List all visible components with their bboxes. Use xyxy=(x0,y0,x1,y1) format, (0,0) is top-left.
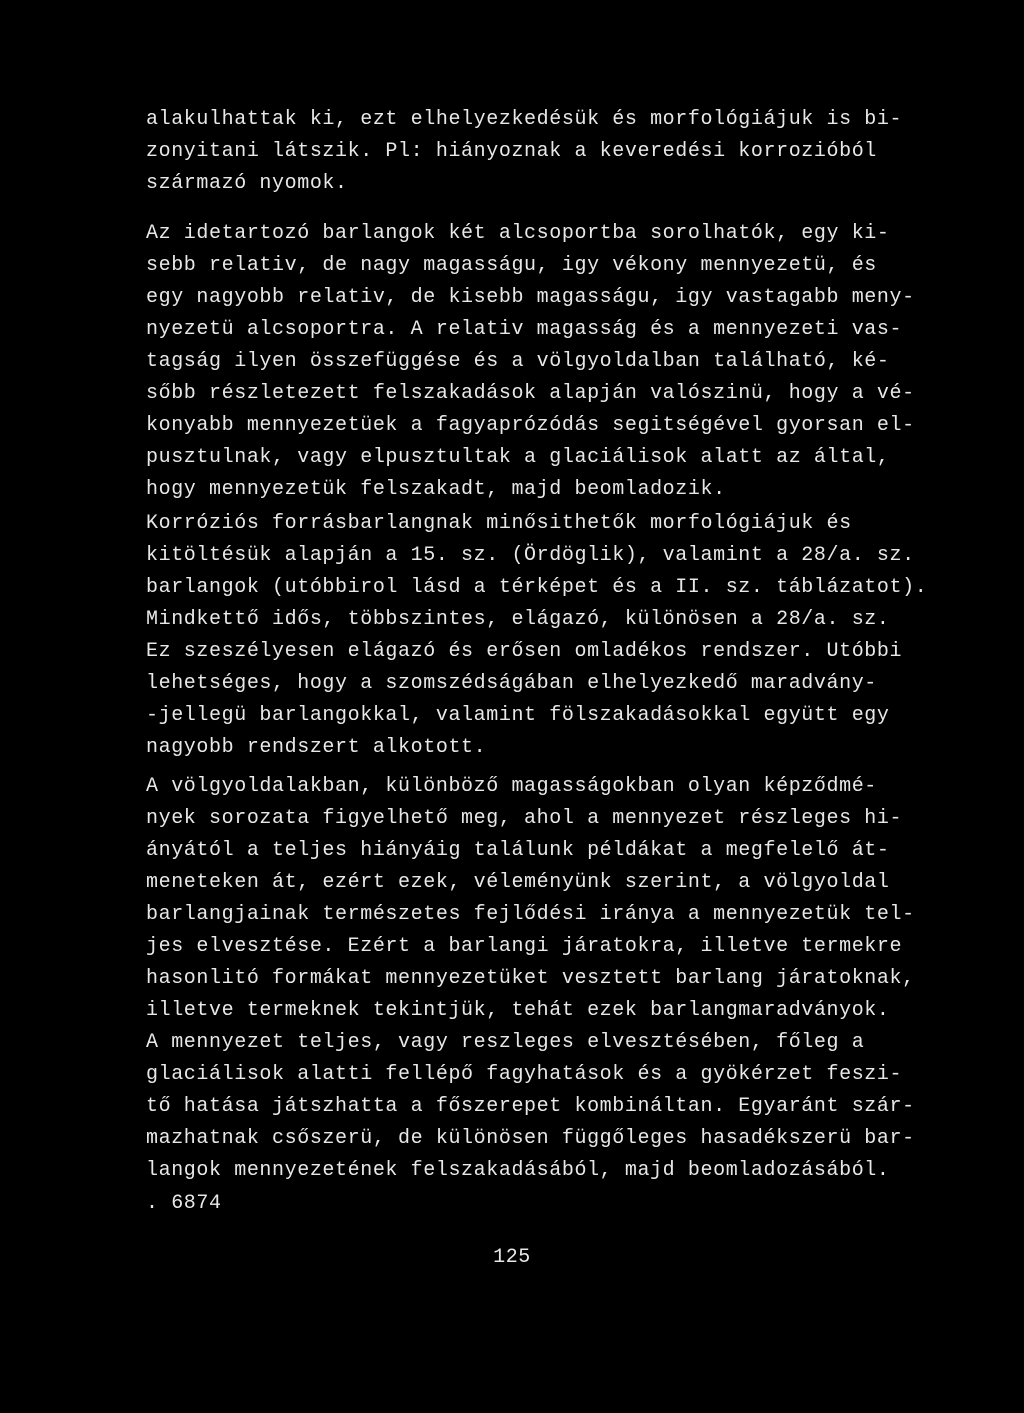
text-line: sebb relativ, de nagy magasságu, igy vékony mennyezetü, és xyxy=(146,254,877,277)
text-line: nagyobb rendszert alkotott. xyxy=(146,736,487,759)
paragraph-3 xyxy=(146,508,927,764)
paragraph-1 xyxy=(146,104,902,200)
text-line: kitöltésük alapján a 15. sz. (Ördöglik), valamint a 28/a. sz. xyxy=(146,544,915,567)
text-line: glaciálisok alatti fellépő fagyhatások és a gyökérzet feszi- xyxy=(146,1063,903,1086)
text-line: A völgyoldalakban, különböző magasságokban olyan képződmé- xyxy=(146,775,877,798)
text-line: tő hatása játszhatta a főszerepet kombináltan. Egyaránt szár- xyxy=(146,1095,915,1118)
text-line: barlangok (utóbbirol lásd a térképet és a II. sz. táblázatot). xyxy=(146,576,928,599)
paragraph-4 xyxy=(146,771,915,1187)
text-line: nyezetü alcsoportra. A relativ magasság és a mennyezeti vas- xyxy=(146,318,903,341)
text-line: meneteken át, ezért ezek, véleményünk szerint, a völgyoldal xyxy=(146,871,890,894)
text-line: jes elvesztése. Ezért a barlangi járatokra, illetve termekre xyxy=(146,935,903,958)
text-line: Korróziós forrásbarlangnak minősithetők morfológiájuk és xyxy=(146,512,852,535)
text-line: konyabb mennyezetüek a fagyaprózódás segitségével gyorsan el- xyxy=(146,414,915,437)
page-number: 125 xyxy=(493,1246,531,1269)
text-line: alakulhattak ki, ezt elhelyezkedésük és morfológiájuk is bi- xyxy=(146,108,903,131)
text-line: hogy mennyezetük felszakadt, majd beomladozik. xyxy=(146,478,726,501)
text-line: Ez szeszélyesen elágazó és erősen omladékos rendszer. Utóbbi xyxy=(146,640,903,663)
reference-number: . 6874 xyxy=(146,1192,222,1215)
text-line: származó nyomok. xyxy=(146,172,348,195)
text-line: -jellegü barlangokkal, valamint fölszakadásokkal együtt egy xyxy=(146,704,890,727)
text-line: sőbb részletezett felszakadások alapján valószinü, hogy a vé- xyxy=(146,382,915,405)
text-line: langok mennyezetének felszakadásából, majd beomladozásából. xyxy=(146,1159,890,1182)
text-line: pusztulnak, vagy elpusztultak a glaciálisok alatt az által, xyxy=(146,446,890,469)
text-line: mazhatnak csőszerü, de különösen függőleges hasadékszerü bar- xyxy=(146,1127,915,1150)
text-line: illetve termeknek tekintjük, tehát ezek barlangmaradványok. xyxy=(146,999,890,1022)
text-line: ányától a teljes hiányáig találunk példákat a megfelelő át- xyxy=(146,839,890,862)
text-line: Mindkettő idős, többszintes, elágazó, különösen a 28/a. sz. xyxy=(146,608,890,631)
text-line: nyek sorozata figyelhető meg, ahol a mennyezet részleges hi- xyxy=(146,807,903,830)
text-line: barlangjainak természetes fejlődési iránya a mennyezetük tel- xyxy=(146,903,915,926)
text-line: tagság ilyen összefüggése és a völgyoldalban található, ké- xyxy=(146,350,890,373)
text-line: egy nagyobb relativ, de kisebb magasságu, igy vastagabb meny- xyxy=(146,286,915,309)
paragraph-2 xyxy=(146,218,915,506)
text-line: A mennyezet teljes, vagy reszleges elvesztésében, főleg a xyxy=(146,1031,865,1054)
text-line: hasonlitó formákat mennyezetüket vesztett barlang járatoknak, xyxy=(146,967,915,990)
text-line: Az idetartozó barlangok két alcsoportba sorolhatók, egy ki- xyxy=(146,222,890,245)
text-line: lehetséges, hogy a szomszédságában elhelyezkedő maradvány- xyxy=(146,672,877,695)
text-line: zonyitani látszik. Pl: hiányoznak a keveredési korrozióból xyxy=(146,140,877,163)
